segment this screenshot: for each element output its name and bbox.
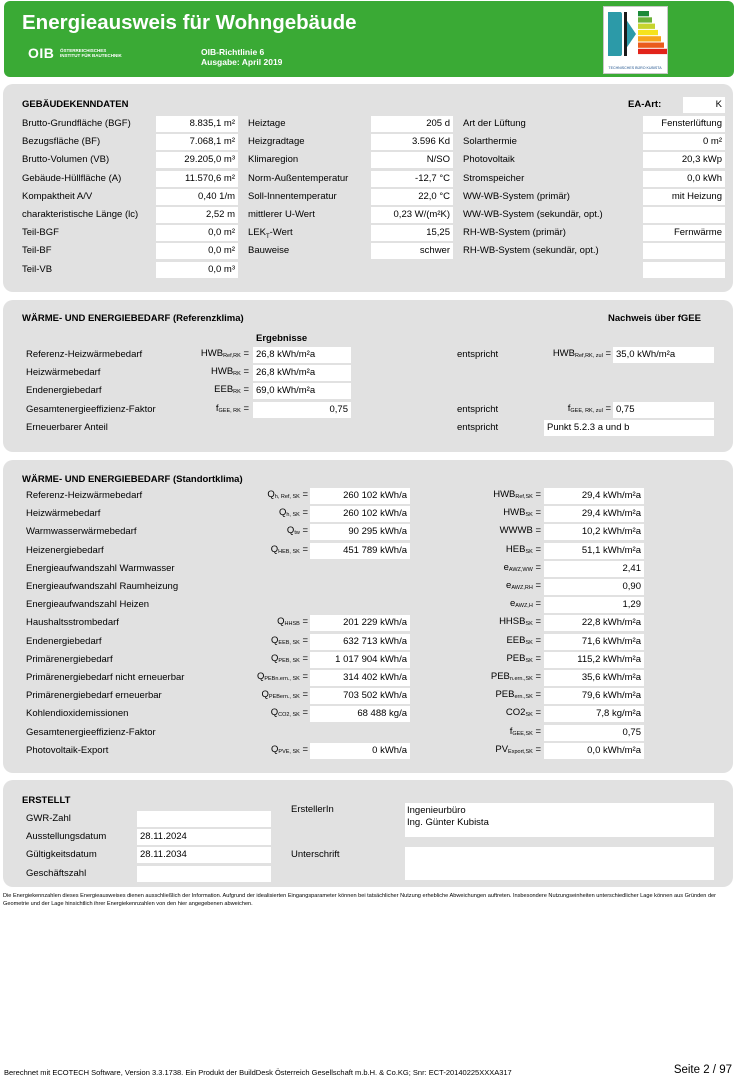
standort-symbol-equals: = bbox=[299, 507, 308, 519]
gebaeude-value: 22,0 °C bbox=[371, 189, 453, 205]
standort-spec-symbol-symbol: WWWB bbox=[499, 525, 533, 537]
standort-label: Referenz-Heizwärmebedarf bbox=[26, 490, 143, 501]
standort-spec-symbol-symbol: CO2 bbox=[505, 707, 526, 719]
standort-symbol-symbol: Q bbox=[256, 671, 265, 682]
standort-symbol-symbol: Q bbox=[271, 634, 279, 646]
erstellt-title: ERSTELLT bbox=[22, 795, 71, 806]
standort-spec-symbol-equals: = bbox=[532, 671, 541, 682]
standort-symbol-equals: = bbox=[299, 671, 308, 682]
standort-spec-symbol-subscript: n.ern.,SK bbox=[509, 676, 533, 682]
standort-spec-value: 0,0 kWh/m²a bbox=[544, 743, 644, 759]
standort-spec-symbol-symbol: PEB bbox=[506, 652, 526, 664]
gebaeude-value bbox=[643, 243, 725, 259]
standort-spec-symbol bbox=[453, 744, 541, 755]
referenz-symbol bbox=[153, 403, 249, 414]
standort-spec-value: 0,90 bbox=[544, 579, 644, 595]
standort-symbol bbox=[213, 707, 308, 718]
standort-symbol-subscript: PEBern., SK bbox=[268, 694, 300, 701]
document-title: Energieausweis für Wohngebäude bbox=[22, 11, 357, 34]
standort-spec-symbol-symbol: HEB bbox=[505, 543, 526, 555]
gebaeude-label: charakteristische Länge (lc) bbox=[22, 209, 139, 220]
standort-spec-symbol bbox=[453, 507, 541, 518]
gebaeude-value: -12,7 °C bbox=[371, 171, 453, 187]
ersteller-label: ErstellerIn bbox=[291, 804, 334, 815]
gebaeude-label: Stromspeicher bbox=[463, 172, 525, 184]
header-bar bbox=[4, 1, 734, 77]
referenz-symbol-subscript: Ref,RK bbox=[223, 353, 241, 359]
standort-label: Primärenergiebedarf erneuerbar bbox=[26, 690, 162, 702]
standort-symbol-symbol: Q bbox=[270, 707, 279, 719]
standort-symbol-subscript: tw bbox=[294, 530, 300, 537]
standort-spec-symbol bbox=[453, 689, 541, 700]
gebaeude-value: 20,3 kWp bbox=[643, 152, 725, 168]
gebaeude-value: schwer bbox=[371, 243, 453, 259]
standort-symbol-equals: = bbox=[299, 525, 308, 537]
standort-symbol-subscript: h, SK bbox=[286, 512, 300, 519]
standort-spec-symbol bbox=[453, 544, 541, 555]
standort-label: Energieaufwandszahl Heizen bbox=[26, 599, 150, 611]
ersteller-line-1: Ingenieurbüro bbox=[407, 805, 466, 816]
standort-spec-symbol-equals: = bbox=[532, 652, 541, 664]
referenzklima-panel bbox=[3, 300, 733, 452]
svg-text:TECHNISCHES BÜRO KUBISTA: TECHNISCHES BÜRO KUBISTA bbox=[608, 66, 662, 70]
standort-spec-symbol-symbol: e bbox=[503, 561, 509, 573]
referenz-symbol-equals: = bbox=[240, 402, 249, 414]
standort-symbol-subscript: EEB, SK bbox=[278, 639, 300, 646]
referenz-zul-symbol-symbol: f bbox=[567, 402, 571, 414]
unterschrift-label: Unterschrift bbox=[291, 849, 340, 860]
standort-symbol bbox=[213, 653, 308, 664]
standort-spec-value: 115,2 kWh/m²a bbox=[544, 652, 644, 668]
standort-value: 1 017 904 kWh/a bbox=[310, 652, 410, 668]
standort-spec-symbol-subscript: SK bbox=[525, 512, 533, 519]
gebaeude-label: WW-WB-System (primär) bbox=[463, 190, 570, 202]
standort-spec-symbol-subscript: AWZ,WW bbox=[508, 566, 533, 573]
standort-spec-symbol-symbol: f bbox=[509, 725, 513, 737]
gebaeude-label: Kompaktheit A/V bbox=[22, 190, 93, 202]
gebaeude-label: Bauweise bbox=[248, 245, 290, 257]
referenz-symbol-symbol: HWB bbox=[200, 348, 224, 359]
oib-logo bbox=[28, 45, 122, 63]
gebaeudekenndaten-title: GEBÄUDEKENNDATEN bbox=[22, 99, 129, 110]
standort-label: Primärenergiebedarf nicht erneuerbar bbox=[26, 672, 185, 683]
richtlinie-info bbox=[201, 47, 282, 67]
gebaeude-label: RH-WB-System (sekundär, opt.) bbox=[463, 245, 599, 257]
gebaeude-value: Fernwärme bbox=[643, 225, 725, 241]
standort-spec-value: 71,6 kWh/m²a bbox=[544, 634, 644, 650]
oib-logo-text: OIB bbox=[28, 45, 55, 61]
standort-symbol-equals: = bbox=[299, 489, 308, 500]
energy-class-bar bbox=[638, 49, 667, 54]
referenz-zul-value: Punkt 5.2.3 a und b bbox=[544, 420, 714, 436]
standort-spec-value: 29,4 kWh/m²a bbox=[544, 488, 644, 504]
ea-art-value: K bbox=[683, 97, 725, 113]
standort-spec-symbol-subscript: AWZ,RH bbox=[511, 585, 533, 591]
standort-symbol bbox=[213, 635, 308, 646]
standort-spec-symbol-equals: = bbox=[532, 634, 541, 646]
standort-label: Photovoltaik-Export bbox=[26, 744, 109, 756]
standort-symbol-symbol: Q bbox=[271, 652, 279, 664]
gebaeude-value: 0,0 m² bbox=[156, 243, 238, 259]
standort-symbol-subscript: HHSB bbox=[284, 621, 300, 628]
gebaeude-label: Art der Lüftung bbox=[463, 118, 526, 129]
energy-class-bar bbox=[638, 11, 649, 16]
gebaeude-value bbox=[643, 207, 725, 223]
referenz-label: Gesamtenergieeffizienz-Faktor bbox=[26, 403, 156, 415]
referenz-zul-symbol-symbol: HWB bbox=[552, 348, 575, 359]
standort-value: 201 229 kWh/a bbox=[310, 615, 410, 631]
gebaeude-value: 8.835,1 m² bbox=[156, 116, 238, 132]
standort-label: Heizenergiebedarf bbox=[26, 544, 104, 556]
standort-symbol-symbol: Q bbox=[261, 689, 269, 701]
standort-label: Kohlendioxidemissionen bbox=[26, 708, 129, 720]
standort-symbol-equals: = bbox=[299, 743, 308, 755]
standort-symbol-symbol: Q bbox=[278, 507, 287, 519]
oib-logo-subtitle: ÖSTERREICHISCHES INSTITUT FÜR BAUTECHNIK bbox=[60, 48, 122, 58]
gebaeude-label: Gebäude-Hüllfläche (A) bbox=[22, 172, 122, 184]
standort-symbol-subscript: PEBn.ern., SK bbox=[264, 676, 300, 682]
referenz-label: Referenz-Heizwärmebedarf bbox=[26, 349, 143, 360]
standort-spec-symbol-symbol: PV bbox=[495, 743, 509, 755]
standort-symbol bbox=[213, 689, 308, 700]
disclaimer-footnote: Die Energiekennzahlen dieses Energieausweises dienen ausschließlich der Information. Aufgrund der idealisierten Eingangsparameter können bei tatsächlicher Nutzung erhebliche Abweichungen auftreten. Insbesondere Nutzungseinheiten unterschiedlicher Lage können aus Gründen der Geometrie und der Lage hinsichtlich ihrer Energiekennzahlen von den hier angegebenen abweichen. bbox=[3, 893, 717, 907]
erstellt-label: Ausstellungsdatum bbox=[26, 831, 107, 843]
referenz-value: 26,8 kWh/m²a bbox=[253, 347, 351, 363]
standort-symbol-symbol: Q bbox=[286, 525, 295, 537]
standort-value: 632 713 kWh/a bbox=[310, 634, 410, 650]
gebaeude-label bbox=[248, 227, 293, 240]
standort-spec-symbol bbox=[453, 616, 541, 627]
erstellt-panel bbox=[3, 780, 733, 887]
referenz-zul-symbol bbox=[523, 403, 611, 414]
standort-spec-symbol-symbol: PEB bbox=[490, 671, 510, 682]
energy-class-bar bbox=[638, 43, 664, 48]
standort-symbol-subscript: PVE, SK bbox=[278, 748, 300, 755]
energy-class-bar bbox=[638, 17, 652, 22]
standort-symbol-symbol: Q bbox=[277, 616, 285, 628]
referenz-symbol bbox=[153, 366, 249, 377]
erstellt-value bbox=[137, 866, 271, 882]
gebaeude-label: Heizgradtage bbox=[248, 136, 305, 148]
standort-spec-symbol bbox=[453, 580, 541, 591]
referenz-zul-symbol-equals: = bbox=[602, 348, 611, 359]
standort-value: 260 102 kWh/a bbox=[310, 488, 410, 504]
erstellt-label: Gültigkeitsdatum bbox=[26, 849, 97, 861]
standort-spec-symbol-symbol: e bbox=[510, 598, 516, 610]
gebaeude-label: Soll-Innentemperatur bbox=[248, 190, 337, 202]
referenz-zul-symbol bbox=[523, 348, 611, 359]
referenz-symbol-equals: = bbox=[240, 384, 249, 396]
standort-symbol-subscript: HEB, SK bbox=[278, 548, 300, 555]
standort-spec-symbol-equals: = bbox=[532, 743, 541, 755]
standort-spec-value: 35,6 kWh/m²a bbox=[544, 670, 644, 686]
gebaeude-label-main: LEK bbox=[248, 227, 266, 239]
ersteller-line-2: Ing. Günter Kubista bbox=[407, 817, 489, 828]
standort-spec-symbol bbox=[453, 562, 541, 573]
ergebnisse-heading: Ergebnisse bbox=[256, 333, 308, 344]
standort-value: 451 789 kWh/a bbox=[310, 543, 410, 559]
standort-value: 703 502 kWh/a bbox=[310, 688, 410, 704]
standort-spec-symbol-subscript: SK bbox=[525, 712, 533, 719]
standort-label: Warmwasserwärmebedarf bbox=[26, 526, 137, 538]
standort-label: Heizwärmebedarf bbox=[26, 508, 101, 520]
referenz-value: 69,0 kWh/m²a bbox=[253, 383, 351, 399]
standort-spec-symbol-symbol: PEB bbox=[495, 689, 515, 701]
standort-spec-symbol-subscript: ern.,SK bbox=[514, 694, 533, 701]
standort-spec-value: 10,2 kWh/m²a bbox=[544, 524, 644, 540]
gebaeude-value: N/SO bbox=[371, 152, 453, 168]
standort-spec-value: 2,41 bbox=[544, 561, 644, 577]
standort-label: Endenergiebedarf bbox=[26, 635, 102, 647]
gebaeude-value: 3.596 Kd bbox=[371, 134, 453, 150]
referenz-symbol-equals: = bbox=[240, 366, 249, 378]
standort-spec-value: 7,8 kg/m²a bbox=[544, 706, 644, 722]
standort-spec-symbol bbox=[453, 525, 541, 536]
standort-spec-symbol-equals: = bbox=[532, 507, 541, 519]
energy-label-logo bbox=[603, 6, 668, 74]
referenz-zul-symbol-subscript: GEE, RK, zul bbox=[570, 407, 603, 414]
standort-spec-symbol-equals: = bbox=[532, 689, 541, 701]
standort-label: Gesamtenergieeffizienz-Faktor bbox=[26, 726, 156, 738]
standort-symbol-equals: = bbox=[299, 707, 308, 719]
standort-spec-symbol bbox=[453, 598, 541, 609]
gebaeude-value bbox=[643, 262, 725, 278]
gebaeude-label: RH-WB-System (primär) bbox=[463, 227, 566, 239]
gebaeude-value: mit Heizung bbox=[643, 189, 725, 205]
referenz-symbol-symbol: f bbox=[215, 402, 219, 414]
standort-spec-symbol-equals: = bbox=[532, 489, 541, 500]
standort-spec-symbol-equals: = bbox=[532, 616, 541, 628]
standort-label: Energieaufwandszahl Raumheizung bbox=[26, 581, 179, 592]
standort-symbol bbox=[213, 671, 308, 682]
referenz-zul-value: 0,75 bbox=[613, 402, 714, 418]
standort-symbol bbox=[213, 507, 308, 518]
ausgabe: Ausgabe: April 2019 bbox=[201, 57, 283, 67]
energy-class-bar bbox=[638, 36, 661, 41]
standort-spec-value: 1,29 bbox=[544, 597, 644, 613]
standort-spec-symbol-subscript: SK bbox=[525, 621, 533, 628]
gebaeude-value: Fensterlüftung bbox=[643, 116, 725, 132]
referenz-value: 0,75 bbox=[253, 402, 351, 418]
standort-symbol-symbol: Q bbox=[267, 489, 275, 500]
gebaeude-label: mittlerer U-Wert bbox=[248, 209, 315, 220]
standortklima-title: WÄRME- UND ENERGIEBEDARF (Standortklima) bbox=[22, 474, 243, 485]
standort-value: 314 402 kWh/a bbox=[310, 670, 410, 686]
standort-spec-value: 29,4 kWh/m²a bbox=[544, 506, 644, 522]
standort-spec-symbol bbox=[453, 653, 541, 664]
gebaeude-label: Photovoltaik bbox=[463, 154, 515, 166]
standort-spec-symbol bbox=[453, 707, 541, 718]
entspricht-label: entspricht bbox=[457, 349, 499, 360]
standort-symbol-equals: = bbox=[299, 543, 308, 555]
gebaeude-label: Norm-Außentemperatur bbox=[248, 172, 349, 184]
gebaeude-value: 205 d bbox=[371, 116, 453, 132]
erstellt-value: 28.11.2034 bbox=[137, 847, 271, 863]
standort-value: 68 488 kg/a bbox=[310, 706, 410, 722]
standort-symbol bbox=[213, 616, 308, 627]
standort-spec-symbol-equals: = bbox=[532, 543, 541, 555]
standort-symbol-subscript: PEB, SK bbox=[278, 657, 300, 664]
gebaeude-value: 0,0 m³ bbox=[156, 262, 238, 278]
standort-value: 260 102 kWh/a bbox=[310, 506, 410, 522]
referenzklima-title: WÄRME- UND ENERGIEBEDARF (Referenzklima) bbox=[22, 313, 244, 324]
standort-spec-symbol-equals: = bbox=[532, 525, 541, 537]
standort-symbol-subscript: h, Ref, SK bbox=[274, 494, 300, 500]
standort-spec-symbol-subscript: Ref,SK bbox=[515, 494, 533, 500]
gebaeude-label-sub: T bbox=[265, 234, 270, 241]
standort-spec-value: 79,6 kWh/m²a bbox=[544, 688, 644, 704]
standort-spec-symbol-symbol: HWB bbox=[493, 489, 516, 500]
standort-label: Haushaltsstrombedarf bbox=[26, 617, 119, 629]
gebaeude-label: Klimaregion bbox=[248, 154, 299, 166]
standort-symbol-equals: = bbox=[299, 634, 308, 646]
erstellt-label: GWR-Zahl bbox=[26, 813, 71, 824]
gebaeude-label: WW-WB-System (sekundär, opt.) bbox=[463, 209, 603, 220]
standort-spec-symbol bbox=[453, 489, 541, 500]
erstellt-label: Geschäftszahl bbox=[26, 867, 87, 879]
erstellt-value bbox=[137, 811, 271, 827]
standort-symbol-equals: = bbox=[299, 689, 308, 701]
gebaeude-label: Teil-BGF bbox=[22, 227, 59, 239]
standort-spec-symbol-subscript: Export,SK bbox=[508, 748, 533, 755]
standort-spec-symbol-equals: = bbox=[532, 561, 541, 573]
standortklima-panel bbox=[3, 460, 733, 773]
energy-class-bar bbox=[638, 30, 658, 35]
ersteller-box bbox=[405, 803, 714, 837]
gebaeude-value: 0,0 kWh bbox=[643, 171, 725, 187]
standort-spec-value: 22,8 kWh/m²a bbox=[544, 615, 644, 631]
gebaeude-value: 29.205,0 m³ bbox=[156, 152, 238, 168]
standort-symbol-subscript: CO2, SK bbox=[278, 712, 300, 719]
standort-spec-value: 51,1 kWh/m²a bbox=[544, 543, 644, 559]
ea-art-label: EA-Art: bbox=[628, 99, 662, 110]
entspricht-label: entspricht bbox=[457, 403, 499, 415]
gebaeudekenndaten-panel bbox=[3, 84, 733, 292]
standort-spec-symbol-subscript: SK bbox=[525, 657, 533, 664]
standort-spec-symbol-subscript: SK bbox=[525, 639, 533, 646]
gebaeude-value: 0,40 1/m bbox=[156, 189, 238, 205]
referenz-symbol-symbol: EEB bbox=[214, 384, 234, 396]
gebaeude-label: Bezugsfläche (BF) bbox=[22, 136, 101, 148]
standort-spec-symbol bbox=[453, 635, 541, 646]
standort-symbol bbox=[213, 544, 308, 555]
gebaeude-value: 7.068,1 m² bbox=[156, 134, 238, 150]
standort-spec-symbol-equals: = bbox=[532, 725, 541, 737]
referenz-label: Heizwärmebedarf bbox=[26, 367, 101, 379]
gebaeude-label: Solarthermie bbox=[463, 136, 517, 148]
entspricht-label: entspricht bbox=[457, 421, 499, 433]
energy-label-icon bbox=[604, 7, 667, 73]
standort-symbol-symbol: Q bbox=[271, 743, 279, 755]
unterschrift-box bbox=[405, 847, 714, 880]
energy-class-bar bbox=[638, 24, 655, 29]
gebaeude-value: 15,25 bbox=[371, 225, 453, 241]
standort-symbol bbox=[213, 744, 308, 755]
standort-spec-symbol-symbol: HWB bbox=[503, 507, 526, 519]
referenz-symbol bbox=[153, 348, 249, 359]
gebaeude-value: 2,52 m bbox=[156, 207, 238, 223]
referenz-symbol bbox=[153, 384, 249, 395]
standort-symbol-symbol: Q bbox=[270, 543, 279, 555]
referenz-symbol-equals: = bbox=[240, 348, 249, 359]
referenz-symbol-subscript: GEE, RK bbox=[218, 407, 241, 414]
erstellt-value: 28.11.2024 bbox=[137, 829, 271, 845]
referenz-label: Erneuerbarer Anteil bbox=[26, 421, 108, 433]
standort-spec-symbol-symbol: HHSB bbox=[499, 616, 526, 628]
standort-label: Energieaufwandszahl Warmwasser bbox=[26, 562, 175, 574]
standort-spec-symbol-symbol: EEB bbox=[506, 634, 526, 646]
standort-symbol-equals: = bbox=[299, 652, 308, 664]
referenz-symbol-symbol: HWB bbox=[211, 366, 234, 378]
standort-spec-value: 0,75 bbox=[544, 725, 644, 741]
standort-spec-symbol bbox=[453, 671, 541, 682]
standort-spec-symbol bbox=[453, 726, 541, 737]
standort-spec-symbol-equals: = bbox=[532, 580, 541, 591]
standort-spec-symbol-symbol: e bbox=[506, 580, 512, 591]
gebaeude-label: Teil-VB bbox=[22, 263, 53, 275]
referenz-symbol-subscript: RK bbox=[233, 371, 241, 378]
richtlinie: OIB-Richtlinie 6 bbox=[201, 47, 265, 57]
referenz-zul-symbol-equals: = bbox=[602, 402, 611, 414]
standort-symbol bbox=[213, 489, 308, 500]
gebaeude-label: Brutto-Grundfläche (BGF) bbox=[22, 118, 131, 129]
standort-symbol bbox=[213, 525, 308, 536]
gebaeude-label-suffix: -Wert bbox=[269, 227, 293, 239]
gebaeude-label: Teil-BF bbox=[22, 245, 52, 257]
gebaeude-value: 0,23 W/(m²K) bbox=[371, 207, 453, 223]
standort-spec-symbol-equals: = bbox=[532, 598, 541, 610]
standort-symbol-equals: = bbox=[299, 616, 308, 628]
standort-spec-symbol-subscript: GEE,SK bbox=[512, 730, 533, 737]
gebaeude-value: 0,0 m² bbox=[156, 225, 238, 241]
standort-spec-symbol-subscript: AWZ,H bbox=[515, 603, 533, 610]
gebaeude-label: Heiztage bbox=[248, 118, 286, 129]
gebaeude-value: 11.570,6 m² bbox=[156, 171, 238, 187]
referenz-value: 26,8 kWh/m²a bbox=[253, 365, 351, 381]
referenz-zul-value: 35,0 kWh/m²a bbox=[613, 347, 714, 363]
referenz-zul-symbol-subscript: Ref,RK, zul bbox=[574, 353, 603, 359]
standort-value: 90 295 kWh/a bbox=[310, 524, 410, 540]
software-footer: Berechnet mit ECOTECH Software, Version 3.3.1738. Ein Produkt der BuildDesk Österreich Gesellschaft m.b.H. & Co.KG; Snr: ECT-20140225XXXA317 bbox=[4, 1068, 512, 1077]
standort-label: Primärenergiebedarf bbox=[26, 653, 113, 665]
standort-spec-symbol-subscript: SK bbox=[525, 548, 533, 555]
standort-value: 0 kWh/a bbox=[310, 743, 410, 759]
referenz-label: Endenergiebedarf bbox=[26, 385, 102, 397]
referenz-symbol-subscript: RK bbox=[233, 389, 241, 396]
gebaeude-label: Brutto-Volumen (VB) bbox=[22, 154, 110, 166]
page-number: Seite 2 / 97 bbox=[673, 1064, 732, 1076]
standort-spec-symbol-equals: = bbox=[532, 707, 541, 719]
nachweis-fgee: Nachweis über fGEE bbox=[608, 313, 701, 324]
gebaeude-value: 0 m² bbox=[643, 134, 725, 150]
